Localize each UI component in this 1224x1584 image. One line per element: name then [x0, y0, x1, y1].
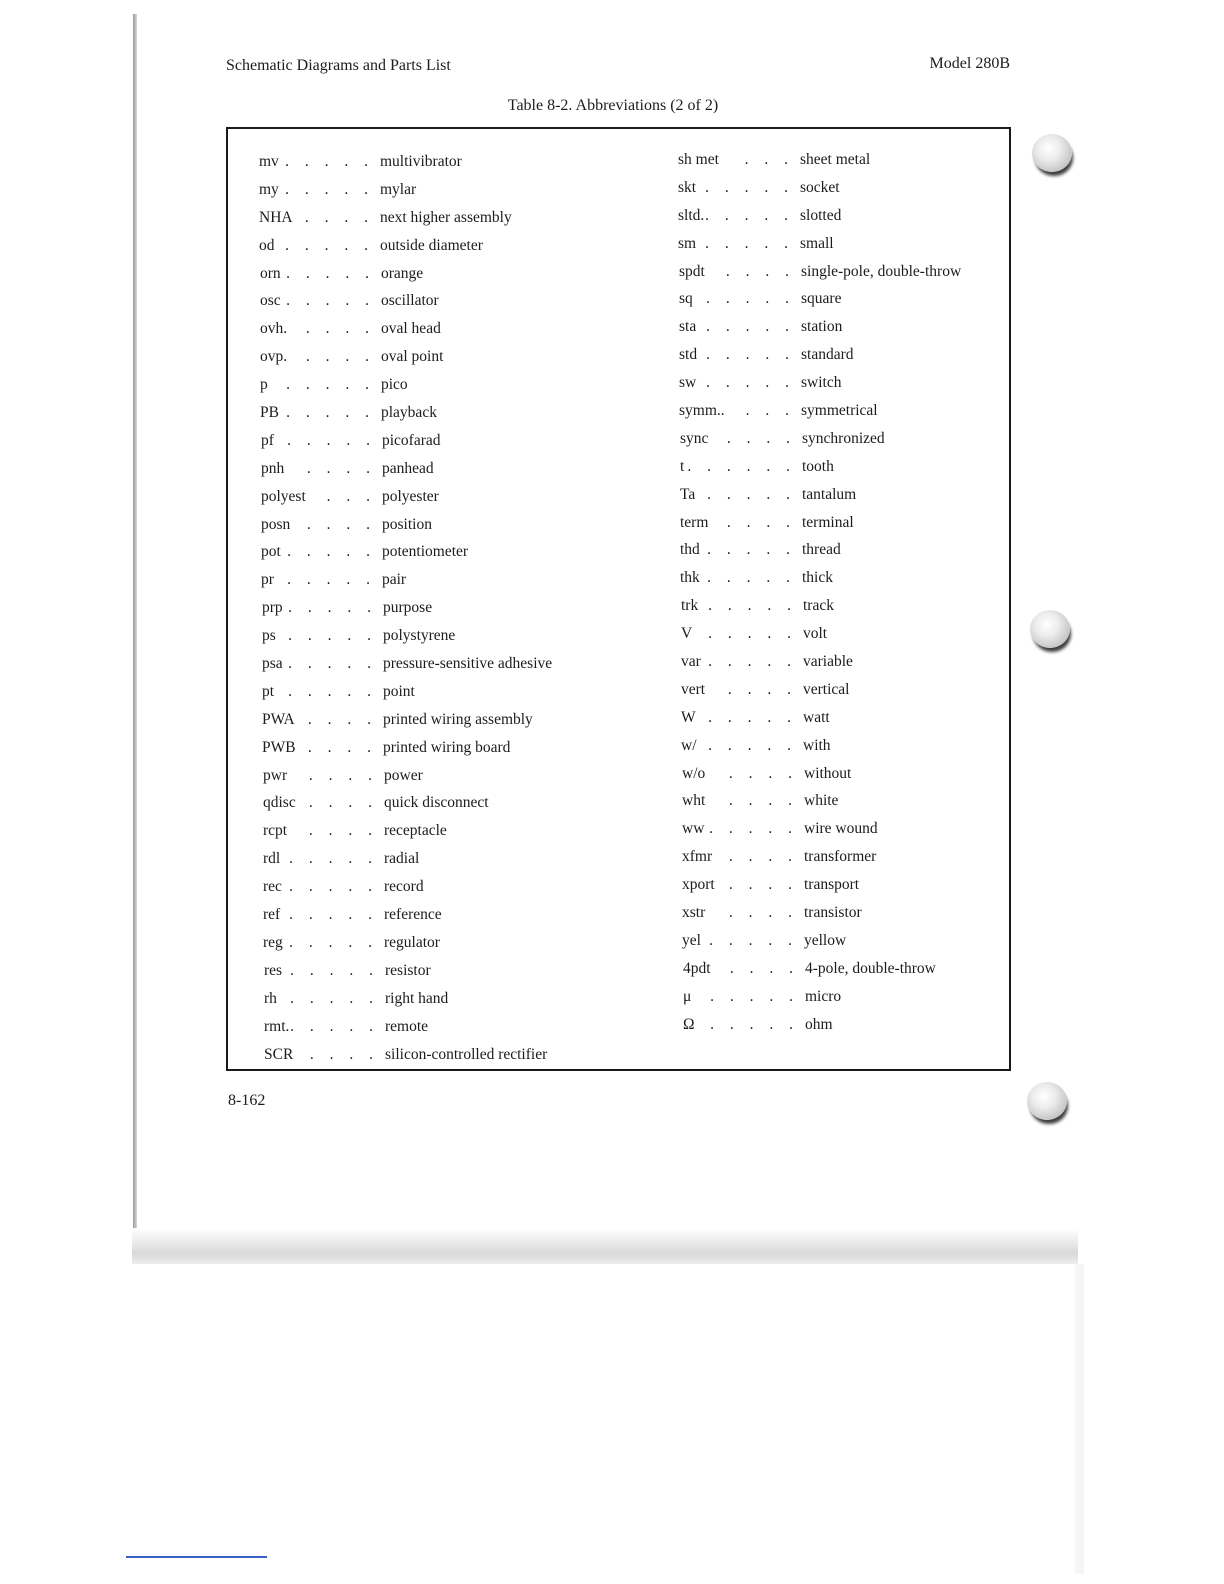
- abbreviation-term: thk: [680, 569, 700, 587]
- leader-dots: . . . .: [726, 513, 796, 531]
- leader-dots: . . . . .: [288, 599, 377, 617]
- abbreviation-definition: outside diameter: [380, 236, 483, 254]
- abbreviation-term: pf: [261, 431, 274, 449]
- leader-dots: . . . . .: [290, 989, 379, 1007]
- leader-dots: . . . . .: [289, 878, 378, 896]
- leader-dots: . . . . .: [287, 543, 376, 561]
- leader-dots: . . . . .: [710, 987, 799, 1005]
- leader-dots: . . . .: [307, 738, 377, 756]
- binder-hole-icon: [1030, 610, 1070, 648]
- leader-dots: . . . . .: [708, 708, 797, 726]
- abbreviation-term: trk: [681, 597, 699, 615]
- abbreviation-term: osc: [260, 292, 281, 310]
- abbreviation-term: polyest: [261, 487, 306, 505]
- abbreviation-term: symm..: [679, 402, 725, 420]
- abbreviation-definition: single-pole, double-throw: [801, 262, 962, 280]
- abbreviation-term: yel: [682, 931, 701, 949]
- leader-dots: . . . . .: [705, 206, 794, 224]
- abbreviation-definition: oval point: [381, 348, 444, 366]
- abbreviation-definition: receptacle: [384, 822, 447, 840]
- abbreviation-definition: printed wiring board: [383, 738, 511, 756]
- abbreviation-term: PB: [260, 404, 279, 422]
- abbreviation-term: vert: [681, 680, 706, 698]
- abbreviation-definition: variable: [803, 653, 853, 671]
- abbreviation-term: var: [681, 653, 701, 671]
- abbreviation-term: rec: [263, 878, 282, 896]
- leader-dots: . . . . .: [287, 431, 376, 449]
- leader-dots: . . . .: [728, 904, 798, 922]
- abbreviation-definition: vertical: [803, 680, 850, 698]
- leader-dots: . . . . .: [708, 653, 797, 671]
- abbreviation-definition: oscillator: [381, 292, 439, 310]
- abbreviation-definition: wire wound: [804, 820, 878, 838]
- abbreviation-term: posn: [261, 515, 291, 533]
- abbreviation-definition: power: [384, 766, 423, 784]
- leader-dots: . . . . .: [705, 234, 794, 252]
- abbreviation-definition: slotted: [800, 206, 842, 224]
- leader-dots: . . . . .: [709, 820, 798, 838]
- abbreviation-term: qdisc: [263, 794, 296, 812]
- leader-dots: . . . .: [308, 794, 378, 812]
- abbreviation-definition: synchronized: [802, 429, 885, 447]
- leader-dots: . . . . .: [286, 404, 375, 422]
- abbreviation-term: xstr: [682, 904, 706, 922]
- bottom-rule: [126, 1556, 267, 1558]
- leader-dots: . . . . .: [286, 292, 375, 310]
- page-left-edge: [133, 14, 137, 1254]
- leader-dots: . . . . .: [285, 153, 374, 170]
- header-section-title: Schematic Diagrams and Parts List: [226, 57, 451, 74]
- leader-dots: . . . . .: [290, 961, 379, 979]
- abbreviation-term: thd: [680, 541, 700, 559]
- abbreviation-definition: volt: [803, 625, 828, 643]
- abbreviation-definition: pico: [381, 376, 408, 394]
- leader-dots: . . .: [744, 151, 794, 168]
- abbreviation-definition: mylar: [380, 180, 417, 198]
- binder-hole-icon: [1032, 134, 1072, 172]
- leader-dots: . . . .: [308, 822, 378, 840]
- abbreviation-definition: multivibrator: [380, 153, 462, 170]
- abbreviation-term: spdt: [679, 262, 705, 280]
- leader-dots: . . . . .: [706, 374, 795, 392]
- leader-dots: . . . .: [305, 348, 375, 366]
- abbreviation-definition: next higher assembly: [380, 208, 512, 226]
- abbreviation-term: rdl: [263, 850, 281, 868]
- abbreviation-definition: switch: [801, 374, 842, 392]
- abbreviation-definition: socket: [800, 178, 840, 196]
- abbreviation-term: reg: [263, 933, 283, 951]
- abbreviation-definition: remote: [385, 1017, 429, 1035]
- leader-dots: . . . . .: [707, 541, 796, 559]
- abbreviation-term: rcpt: [263, 822, 288, 840]
- leader-dots: . . . .: [728, 848, 798, 866]
- abbreviation-definition: quick disconnect: [384, 794, 489, 812]
- abbreviation-term: SCR: [264, 1045, 294, 1063]
- leader-dots: . . . . .: [707, 569, 796, 587]
- leader-dots: . . . .: [728, 876, 798, 894]
- abbreviation-definition: thick: [802, 569, 833, 587]
- abbreviation-definition: with: [803, 736, 831, 754]
- leader-dots: . . . .: [729, 959, 799, 977]
- abbreviation-definition: pressure-sensitive adhesive: [383, 655, 553, 673]
- page-number: 8-162: [228, 1092, 266, 1109]
- abbreviation-term: prp: [262, 599, 283, 617]
- abbreviation-definition: transformer: [804, 848, 877, 866]
- leader-dots: . . . . .: [707, 485, 796, 503]
- abbreviation-definition: symmetrical: [801, 402, 878, 420]
- abbreviation-term: Ta: [680, 485, 696, 503]
- leader-dots: . . . .: [305, 320, 375, 338]
- page-right-shadow: [1074, 1264, 1084, 1574]
- abbreviation-term: 4pdt: [683, 959, 711, 977]
- abbreviation-term: sw: [679, 374, 697, 392]
- leader-dots: . . . .: [726, 429, 796, 447]
- abbreviation-term: skt: [678, 178, 697, 196]
- abbreviation-term: sq: [679, 290, 693, 308]
- abbreviation-term: sync: [680, 429, 709, 447]
- abbreviation-definition: yellow: [804, 931, 847, 949]
- abbreviation-definition: without: [804, 764, 852, 782]
- abbreviation-definition: transport: [804, 876, 860, 894]
- abbreviation-definition: potentiometer: [382, 543, 469, 561]
- abbreviation-term: ovp.: [260, 348, 288, 366]
- abbreviation-definition: sheet metal: [800, 151, 871, 168]
- abbreviation-term: NHA: [259, 208, 293, 226]
- abbreviation-definition: pair: [382, 571, 407, 589]
- table-title: Table 8-2. Abbreviations (2 of 2): [507, 97, 719, 114]
- abbreviation-term: term: [680, 513, 709, 531]
- abbreviation-term: sltd.: [678, 206, 705, 224]
- leader-dots: . . . . .: [285, 180, 374, 198]
- abbreviation-definition: polystyrene: [383, 627, 456, 645]
- abbreviation-definition: picofarad: [382, 431, 441, 449]
- leader-dots: . . .: [745, 402, 795, 420]
- leader-dots: . . . . .: [288, 682, 377, 700]
- abbreviation-term: orn: [260, 264, 281, 282]
- abbreviation-term: xport: [682, 876, 715, 894]
- abbreviation-definition: panhead: [382, 459, 434, 477]
- abbreviation-definition: playback: [381, 404, 437, 422]
- leader-dots: . . . . .: [708, 625, 797, 643]
- abbreviation-term: xfmr: [682, 848, 713, 866]
- abbreviation-term: w/o: [682, 764, 706, 782]
- abbreviation-definition: resistor: [385, 961, 431, 979]
- leader-dots: . . . .: [727, 680, 797, 698]
- leader-dots: . . . .: [304, 208, 374, 226]
- abbreviation-term: mv: [259, 153, 279, 170]
- abbreviation-term: W: [681, 708, 696, 726]
- leader-dots: . . . .: [725, 262, 795, 280]
- abbreviation-term: sh met: [678, 151, 719, 168]
- abbreviation-term: ref: [263, 906, 281, 924]
- abbreviation-definition: polyester: [382, 487, 439, 505]
- abbreviation-definition: standard: [801, 346, 854, 364]
- abbreviation-definition: small: [800, 234, 834, 252]
- leader-dots: . . . . .: [706, 346, 795, 364]
- leader-dots: . . . .: [309, 1045, 379, 1063]
- leader-dots: . . . .: [728, 792, 798, 810]
- abbreviation-definition: micro: [805, 987, 842, 1005]
- abbreviation-definition: tantalum: [802, 485, 857, 503]
- abbreviation-term: ovh.: [260, 320, 288, 338]
- leader-dots: . . . . .: [288, 627, 377, 645]
- abbreviation-term: wht: [682, 792, 706, 810]
- abbreviation-term: pwr: [263, 766, 288, 784]
- abbreviation-term: w/: [681, 736, 697, 754]
- leader-dots: . . . .: [308, 766, 378, 784]
- abbreviation-term: V: [681, 625, 693, 643]
- abbreviation-term: Ω: [683, 1015, 695, 1033]
- header-model: Model 280B: [929, 55, 1010, 72]
- leader-dots: . . . . .: [706, 290, 795, 308]
- abbreviation-term: od: [259, 236, 275, 254]
- leader-dots: . . .: [326, 487, 376, 505]
- abbreviation-term: pot: [261, 543, 281, 561]
- leader-dots: . . . . .: [709, 931, 798, 949]
- leader-dots: . . . . .: [708, 736, 797, 754]
- abbreviation-definition: thread: [802, 541, 841, 559]
- abbreviation-definition: radial: [384, 850, 420, 868]
- abbreviation-term: pt: [262, 682, 275, 700]
- binder-hole-icon: [1027, 1082, 1067, 1120]
- page-bottom-shadow: [132, 1228, 1078, 1264]
- abbreviation-term: my: [259, 180, 279, 198]
- abbreviation-term: sm: [678, 234, 697, 252]
- abbreviation-definition: reference: [384, 906, 442, 924]
- abbreviation-term: pr: [261, 571, 274, 589]
- abbreviation-term: t: [680, 457, 685, 475]
- abbreviation-definition: 4-pole, double-throw: [805, 959, 936, 977]
- abbreviation-definition: oval head: [381, 320, 441, 338]
- abbreviation-term: ww: [682, 820, 705, 838]
- leader-dots: . . . . .: [289, 850, 378, 868]
- leader-dots: . . . .: [306, 515, 376, 533]
- abbreviation-term: rmt.: [264, 1017, 290, 1035]
- leader-dots: . . . . .: [289, 933, 378, 951]
- abbreviation-term: psa: [262, 655, 283, 673]
- abbreviation-term: rh: [264, 989, 277, 1007]
- leader-dots: . . . . .: [708, 597, 797, 615]
- abbreviation-definition: square: [801, 290, 842, 308]
- leader-dots: . . . . . .: [687, 457, 796, 475]
- leader-dots: . . . . .: [289, 906, 378, 924]
- abbreviation-definition: orange: [381, 264, 424, 282]
- leader-dots: . . . .: [306, 459, 376, 477]
- leader-dots: . . . . .: [288, 655, 377, 673]
- abbreviation-term: std: [679, 346, 698, 364]
- abbreviation-definition: station: [801, 318, 843, 336]
- abbreviation-term: pnh: [261, 459, 285, 477]
- abbreviation-definition: tooth: [802, 457, 834, 475]
- leader-dots: . . . .: [307, 710, 377, 728]
- abbreviation-definition: purpose: [383, 599, 433, 617]
- abbreviation-definition: printed wiring assembly: [383, 710, 533, 728]
- abbreviation-definition: position: [382, 515, 432, 533]
- leader-dots: . . . .: [728, 764, 798, 782]
- leader-dots: . . . . .: [705, 178, 794, 196]
- abbreviation-term: PWA: [262, 710, 295, 728]
- leader-dots: . . . . .: [706, 318, 795, 336]
- abbreviation-definition: regulator: [384, 933, 440, 951]
- abbreviation-term: p: [260, 376, 268, 394]
- abbreviation-definition: track: [803, 597, 834, 615]
- leader-dots: . . . . .: [286, 264, 375, 282]
- leader-dots: . . . . .: [710, 1015, 799, 1033]
- leader-dots: . . . . .: [290, 1017, 379, 1035]
- abbreviation-definition: silicon-controlled rectifier: [385, 1045, 548, 1063]
- leader-dots: . . . . .: [287, 571, 376, 589]
- leader-dots: . . . . .: [285, 236, 374, 254]
- abbreviation-definition: right hand: [385, 989, 449, 1007]
- abbreviation-definition: watt: [803, 708, 830, 726]
- abbreviation-term: sta: [679, 318, 697, 336]
- abbreviation-definition: ohm: [805, 1015, 833, 1033]
- abbreviation-definition: white: [804, 792, 839, 810]
- abbreviation-term: μ: [683, 987, 692, 1005]
- abbreviation-definition: record: [384, 878, 424, 896]
- abbreviation-term: ps: [262, 627, 276, 645]
- abbreviation-definition: point: [383, 682, 415, 700]
- abbreviation-definition: terminal: [802, 513, 854, 531]
- leader-dots: . . . . .: [286, 376, 375, 394]
- abbreviation-term: res: [264, 961, 283, 979]
- abbreviation-term: PWB: [262, 738, 296, 756]
- abbreviation-definition: transistor: [804, 904, 862, 922]
